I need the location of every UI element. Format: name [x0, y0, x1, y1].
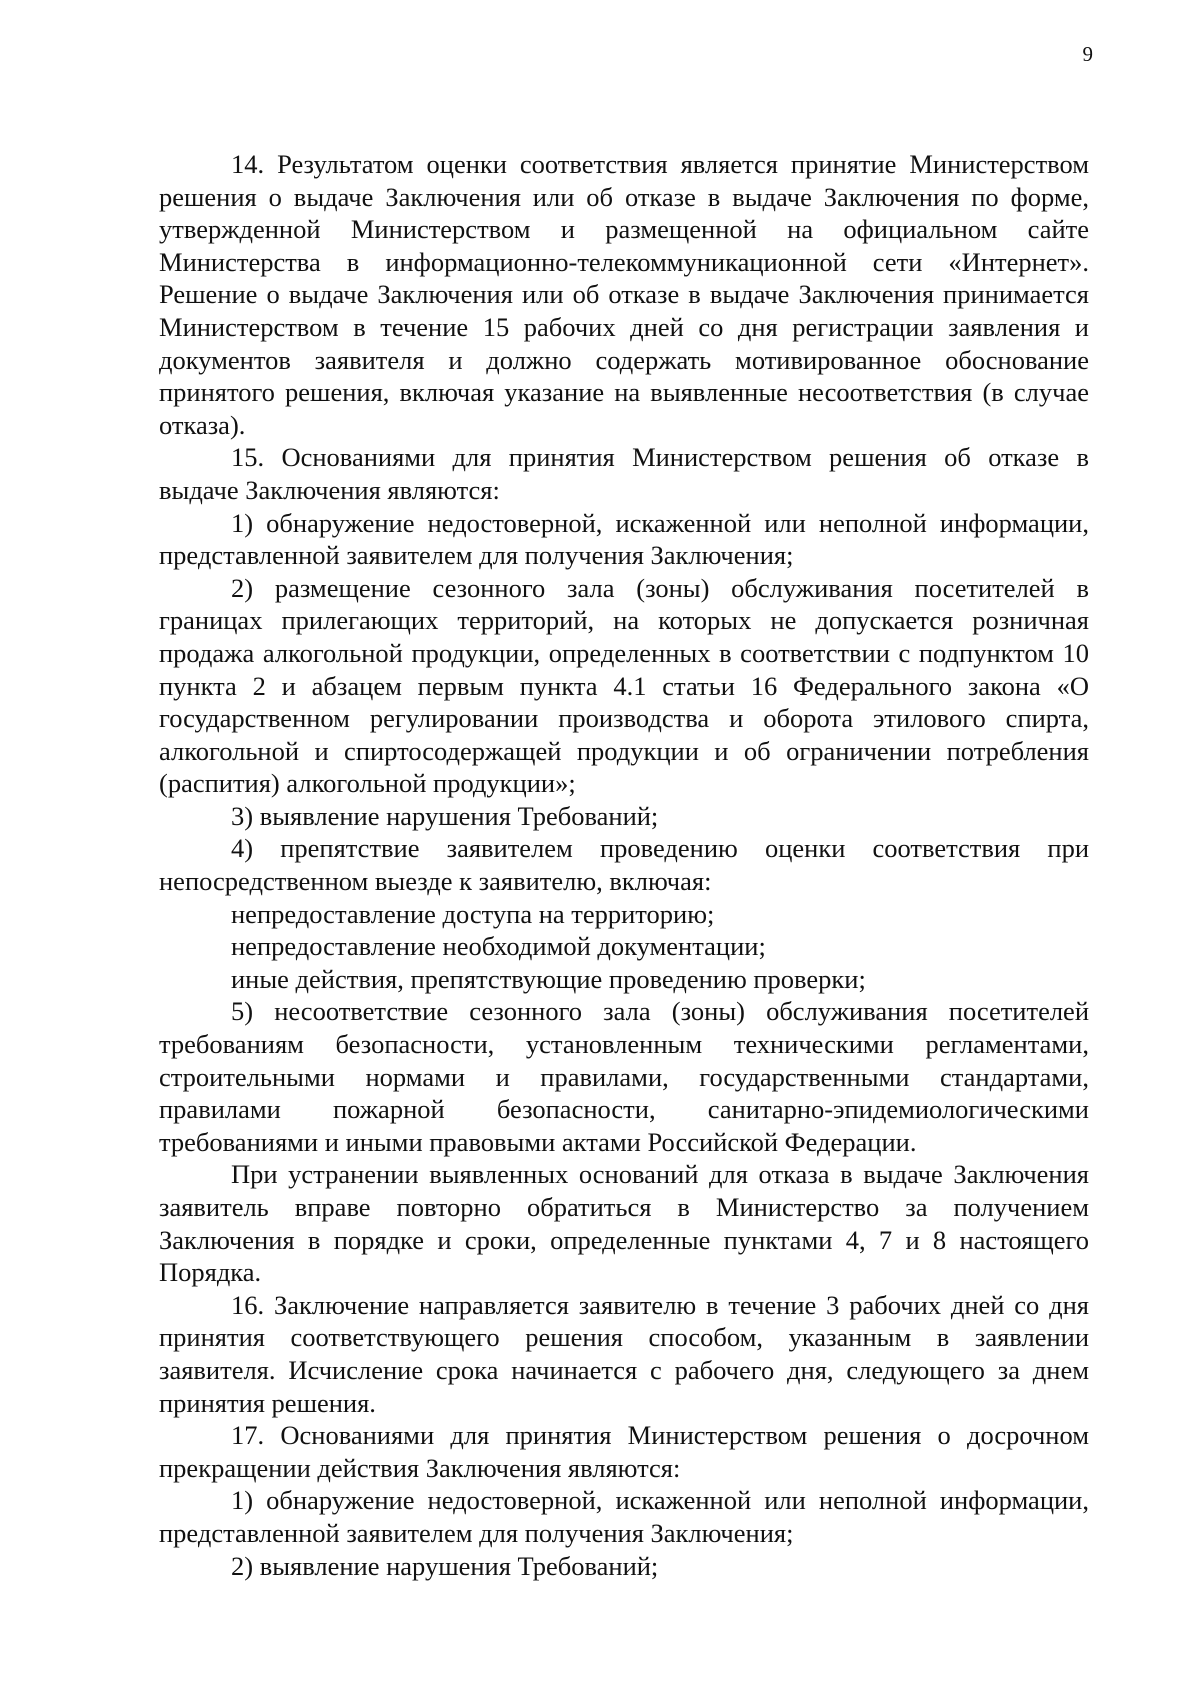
list-item-15-2: 2) размещение сезонного зала (зоны) обслуживания посетителей в границах прилегающих территорий, на которых не допускается розничная продажа алкогольной продукции, определенных в соответствии с подпунктом 10 пункта 2 и абзацем первым пункта 4.1 статьи 16 Федерального закона «О государственном регулировании производства и оборота этилового спирта, алкогольной и спиртосодержащей продукции и об ограничении потребления (распития) алкогольной продукции»;	[159, 572, 1089, 799]
sub-item-access: непредоставление доступа на территорию;	[231, 898, 715, 929]
paragraph-16: 16. Заключение направляется заявителю в течение 3 рабочих дней со дня принятия соответствующего решения способом, указанным в заявлении заявителя. Исчисление срока начинается с рабочего дня, следующего за днем принятия решения.	[159, 1289, 1089, 1418]
paragraph-reapply: При устранении выявленных оснований для отказа в выдаче Заключения заявитель вправе повторно обратиться в Министерство за получением Заключения в порядке и сроки, определенные пунктами 4, 7 и 8 настоящего Порядка.	[159, 1159, 1089, 1288]
list-item-15-5: 5) несоответствие сезонного зала (зоны) обслуживания посетителей требованиям безопасности, установленным техническими регламентами, строительными нормами и правилами, государственными стандартами, правилами пожарной безопасности, санитарно-эпидемиологическими требованиями и иными правовыми актами Российской Федерации.	[159, 996, 1089, 1157]
list-item-15-3: 3) выявление нарушения Требований;	[231, 800, 659, 831]
page-number: 9	[1082, 42, 1093, 66]
list-item-17-2: 2) выявление нарушения Требований;	[231, 1550, 659, 1581]
paragraph-17: 17. Основаниями для принятия Министерством решения о досрочном прекращении действия Заключения являются:	[159, 1420, 1089, 1483]
document-body	[159, 148, 1089, 1582]
list-item-15-4: 4) препятствие заявителем проведению оценки соответствия при непосредственном выезде к заявителю, включая:	[159, 833, 1089, 897]
sub-item-other-actions: иные действия, препятствующие проведению проверки;	[231, 963, 866, 994]
paragraph-15: 15. Основаниями для принятия Министерством решения об отказе в выдаче Заключения являются:	[159, 442, 1089, 505]
sub-item-documentation: непредоставление необходимой документации;	[231, 931, 766, 962]
list-item-17-1: 1) обнаружение недостоверной, искаженной или неполной информации, представленной заявителем для получения Заключения;	[159, 1485, 1089, 1548]
paragraph-14: 14. Результатом оценки соответствия является принятие Министерством решения о выдаче Заключения или об отказе в выдаче Заключения по форме, утвержденной Министерством и размещенной на официальном сайте Министерства в информационно-телекоммуникационной сети «Интернет». Решение о выдаче Заключения или об отказе в выдаче Заключения принимается Министерством в течение 15 рабочих дней со дня регистрации заявления и документов заявителя и должно содержать мотивированное обоснование принятого решения, включая указание на выявленные несоответствия (в случае отказа).	[159, 149, 1089, 440]
list-item-15-1: 1) обнаружение недостоверной, искаженной или неполной информации, представленной заявителем для получения Заключения;	[159, 507, 1089, 571]
